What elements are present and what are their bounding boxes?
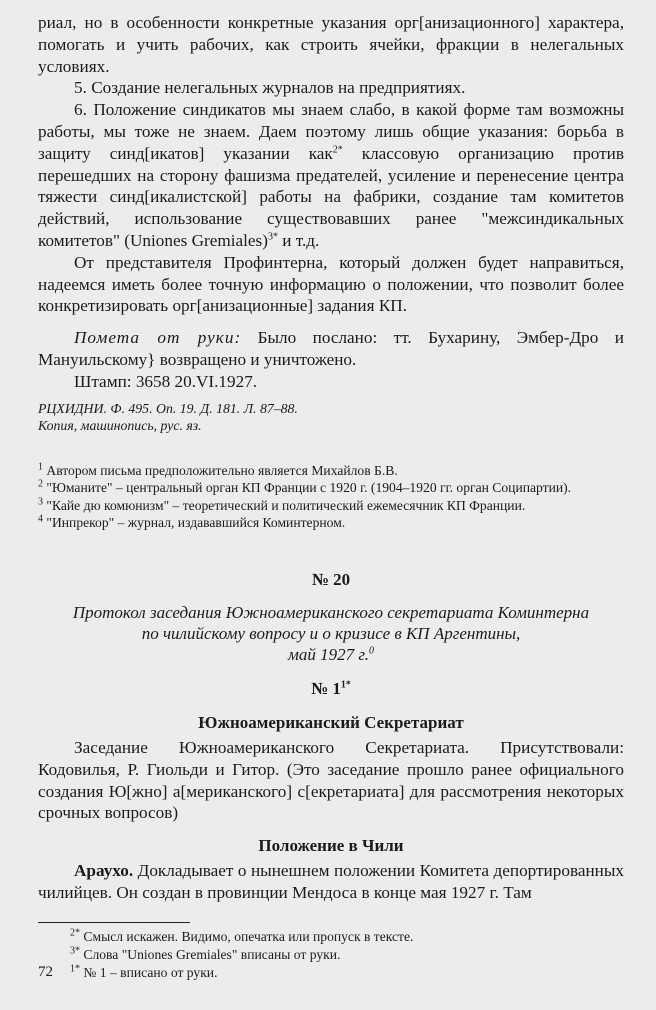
speech-paragraph xyxy=(38,860,624,904)
secretariat-heading: Южноамериканский Секретариат xyxy=(198,712,464,732)
endnote-3 xyxy=(38,497,624,515)
speech-text: Докладывает о нынешнем положении Комитета депортированных чилийцев. Он создан в провинции Мендоса в конце мая 1927 г. Там xyxy=(38,861,624,902)
footnote-ref-2: 2* xyxy=(332,144,343,156)
footnote-3 xyxy=(38,946,624,964)
footnote-ref-1: 1* xyxy=(340,679,351,691)
footnote-2-number: 2* xyxy=(70,927,80,939)
endnote-4-text: "Инпрекор" – журнал, издававшийся Коминтерном. xyxy=(43,515,346,531)
document-title-line-2: по чилийскому вопросу и о кризисе в КП Аргентины, xyxy=(141,623,521,643)
sub-document-number xyxy=(38,679,624,699)
endnote-1 xyxy=(38,462,624,480)
document-number: № 20 xyxy=(311,569,351,589)
footnote-ref-3: 3* xyxy=(267,231,278,243)
endnote-4 xyxy=(38,514,624,532)
endnote-1-text: Автором письма предположительно является Михайлов Б.В. xyxy=(43,462,398,478)
archive-reference: РЦХИДНИ. Ф. 495. Оп. 19. Д. 181. Л. 87–88. xyxy=(38,400,298,416)
paragraph-profintern: От представителя Профинтерна, который должен будет направиться, надеемся иметь более точную информацию о положении, что позволит более конкретизировать орг[анизационные] задания КП. xyxy=(38,252,624,316)
document-title-footnote-ref: 0 xyxy=(369,645,374,657)
paragraph-item-6-part-a: 6. Положение синдикатов мы знаем слабо, в какой форме там возможны работы, мы тоже не знаем. Даем поэтому лишь общие указания: борьба в защиту синд[икатов] указании как xyxy=(38,100,624,163)
endnotes xyxy=(38,462,624,532)
endnote-1-number: 1 xyxy=(38,461,43,473)
handwritten-note-text: Было послано: тт. Бухарину, Эмбер-Дро и Мануильскому} возвращено и уничтожено. xyxy=(38,328,624,369)
stamp-line: Штамп: 3658 20.VI.1927. xyxy=(74,371,258,391)
page-number: 72 xyxy=(38,964,53,980)
handwritten-note xyxy=(38,327,624,371)
endnote-2 xyxy=(38,479,624,497)
section-heading-chile: Положение в Чили xyxy=(258,836,404,856)
page-content xyxy=(38,12,624,982)
endnote-3-number: 3 xyxy=(38,496,43,508)
endnote-4-number: 4 xyxy=(38,513,43,525)
footnote-3-number: 3* xyxy=(70,945,80,957)
footnote-1-text: № 1 – вписано от руки. xyxy=(80,964,218,980)
footnote-3-text: Слова "Uniones Gremiales" вписаны от руки. xyxy=(80,946,341,962)
speaker-name: Араухо. xyxy=(74,861,134,881)
meeting-paragraph: Заседание Южноамериканского Секретариата. Присутствовали: Кодовилья, Р. Гиольди и Гитор. (Это заседание прошло ранее официального создания Ю[жно] а[мериканского] с[екретариата] для рассмотрения некоторых срочных вопросов) xyxy=(38,737,624,823)
footnote-1-number: 1* xyxy=(70,963,80,975)
footnote-2 xyxy=(38,928,624,946)
document-title xyxy=(38,602,624,665)
archive-copy-note: Копия, машинопись, рус. яз. xyxy=(38,417,202,433)
sub-document-number-text: № 1 xyxy=(311,678,341,698)
paragraph-item-6-part-c: и т.д. xyxy=(277,230,320,250)
document-date: май 1927 г. xyxy=(287,644,369,664)
paragraph-item-6 xyxy=(38,99,624,252)
endnote-2-number: 2 xyxy=(38,478,43,490)
footnotes xyxy=(38,928,624,982)
footnote-1 xyxy=(38,964,624,982)
paragraph-item-5: 5. Создание нелегальных журналов на предприятиях. xyxy=(74,78,466,98)
footnote-divider xyxy=(38,922,190,923)
paragraph-continuation: риал, но в особенности конкретные указания орг[анизационного] характера, помогать и учить рабочих, как строить ячейки, фракции в нелегальных условиях. xyxy=(38,13,624,76)
paragraph-item-6-part-b: классовую организацию против перешедших на сторону фашизма предателей, усиление и перенесение центра тяжести синд[икалистской] работы на фабрики, создание там комитетов действий, использование существовавших ранее "межсиндикальных комитетов" (Uniones Gremiales) xyxy=(38,143,624,250)
endnote-3-text: "Кайе дю комюнизм" – теоретический и политический ежемесячник КП Франции. xyxy=(43,497,526,513)
handwritten-note-label: Помета от руки: xyxy=(74,328,242,348)
document-title-line-1: Протокол заседания Южноамериканского секретариата Коминтерна xyxy=(72,602,590,622)
footnote-2-text: Смысл искажен. Видимо, опечатка или пропуск в тексте. xyxy=(80,928,414,944)
document-title-line-3 xyxy=(38,644,624,665)
endnote-2-text: "Юманите" – центральный орган КП Франции с 1920 г. (1904–1920 гг. орган Соципартии). xyxy=(43,480,572,496)
